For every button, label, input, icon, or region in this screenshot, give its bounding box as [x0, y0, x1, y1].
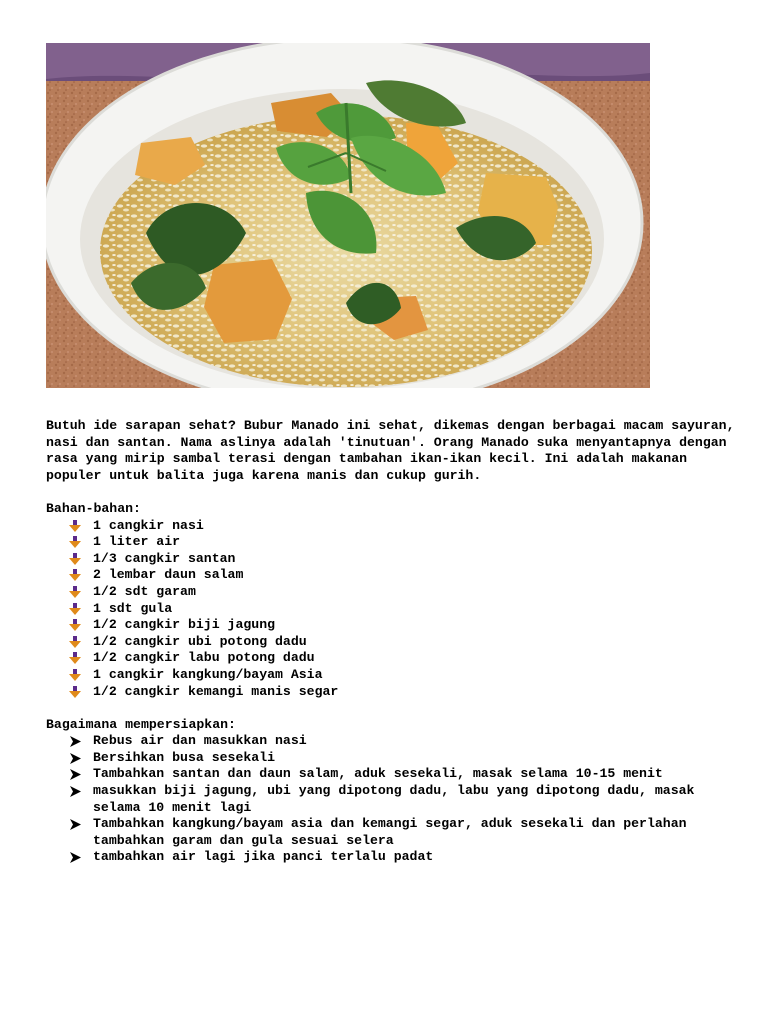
step-text: Tambahkan kangkung/bayam asia dan kemangi segar, aduk sesekali dan perlahan tambahkan garam dan gula sesuai selera [93, 816, 687, 848]
arrow-down-icon [69, 619, 81, 632]
ingredient-text: 1/2 cangkir kemangi manis segar [93, 683, 339, 699]
list-item [46, 534, 736, 551]
arrow-down-icon [69, 652, 81, 665]
arrowhead-icon [69, 785, 82, 798]
arrow-down-icon [69, 586, 81, 599]
arrow-down-icon [69, 686, 81, 699]
ingredients-title: Bahan-bahan: [46, 500, 141, 516]
ingredient-text: 1/2 cangkir biji jagung [93, 617, 276, 633]
list-item [46, 684, 736, 701]
arrowhead-icon [69, 768, 82, 781]
ingredient-text: 1/2 cangkir ubi potong dadu [93, 633, 307, 649]
list-item [46, 551, 736, 568]
list-item [46, 783, 736, 816]
arrowhead-icon [69, 851, 82, 864]
step-text: Tambahkan santan dan daun salam, aduk sesekali, masak selama 10-15 menit [93, 766, 663, 782]
step-text: masukkan biji jagung, ubi yang dipotong dadu, labu yang dipotong dadu, masak selama 10 menit lagi [93, 783, 695, 815]
arrow-down-icon [69, 669, 81, 682]
step-text: Bersihkan busa sesekali [93, 749, 276, 765]
arrow-down-icon [69, 536, 81, 549]
arrow-down-icon [69, 553, 81, 566]
list-item [46, 849, 736, 866]
list-item [46, 567, 736, 584]
ingredient-text: 1 cangkir nasi [93, 517, 204, 533]
list-item [46, 733, 736, 750]
arrowhead-icon [69, 735, 82, 748]
steps-title: Bagaimana mempersiapkan: [46, 716, 236, 732]
ingredient-text: 1/2 cangkir labu potong dadu [93, 650, 315, 666]
ingredient-text: 1/3 cangkir santan [93, 550, 236, 566]
arrow-down-icon [69, 603, 81, 616]
list-item [46, 667, 736, 684]
arrow-down-icon [69, 569, 81, 582]
arrowhead-icon [69, 752, 82, 765]
ingredient-text: 1 sdt gula [93, 600, 173, 616]
steps-list [46, 733, 736, 866]
list-item [46, 634, 736, 651]
ingredient-text: 1 cangkir kangkung/bayam Asia [93, 666, 323, 682]
list-item [46, 650, 736, 667]
step-text: tambahkan air lagi jika panci terlalu padat [93, 849, 434, 865]
intro-paragraph: Butuh ide sarapan sehat? Bubur Manado ini sehat, dikemas dengan berbagai macam sayuran, nasi dan santan. Nama aslinya adalah 'tinutuan'. Orang Manado suka menyantapnya dengan rasa yang mirip sambal terasi dengan tambahan ikan-ikan kecil. Ini adalah makanan populer untuk balita juga karena manis dan cukup gurih. [46, 418, 735, 483]
arrow-down-icon [69, 520, 81, 533]
ingredient-text: 1 liter air [93, 534, 181, 550]
ingredients-list [46, 518, 736, 701]
ingredient-text: 1/2 sdt garam [93, 583, 196, 599]
step-text: Rebus air dan masukkan nasi [93, 733, 307, 749]
recipe-text [46, 418, 736, 866]
list-item [46, 766, 736, 783]
list-item [46, 584, 736, 601]
list-item [46, 601, 736, 618]
list-item [46, 750, 736, 767]
rice-porridge-photo [46, 43, 650, 388]
ingredient-text: 2 lembar daun salam [93, 567, 244, 583]
list-item [46, 617, 736, 634]
list-item [46, 518, 736, 535]
arrow-down-icon [69, 636, 81, 649]
list-item [46, 816, 736, 849]
arrowhead-icon [69, 818, 82, 831]
